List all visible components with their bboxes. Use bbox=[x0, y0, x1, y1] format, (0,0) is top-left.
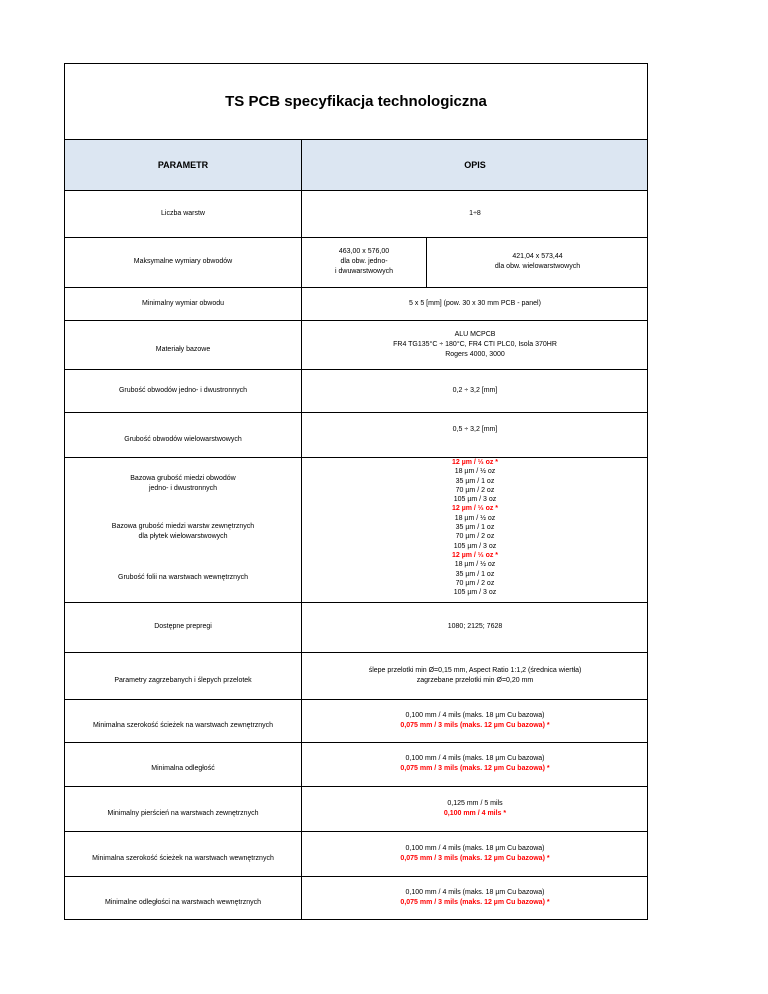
value-line: i dwuwarstwowych bbox=[335, 268, 393, 275]
value-line: FR4 TG135°C ÷ 180°C, FR4 CTI PLC0, Isola 370HR bbox=[393, 340, 557, 348]
copper-value: 35 µm / 1 oz bbox=[455, 524, 495, 532]
copper-value: 70 µm / 2 oz bbox=[455, 533, 495, 541]
header-opis: OPIS bbox=[464, 160, 486, 170]
table-header bbox=[65, 140, 647, 191]
value-text: 0,5 ÷ 3,2 [mm] bbox=[452, 425, 498, 433]
label-spacing-inner bbox=[65, 886, 301, 920]
label-layers bbox=[65, 191, 301, 237]
label-line: Bazowa grubość miedzi warstw zewnętrznych bbox=[111, 523, 255, 530]
value-min-dimension bbox=[302, 287, 648, 320]
label-min-dimension bbox=[65, 287, 301, 320]
value-spacing bbox=[302, 742, 648, 786]
label-text: Minimalny pierścień na warstwach zewnętrznych bbox=[107, 809, 259, 817]
label-text: Maksymalne wymiary obwodów bbox=[133, 258, 233, 265]
value-layers bbox=[302, 191, 648, 237]
label-text: Grubość obwodów jedno- i dwustronnych bbox=[118, 386, 247, 394]
copper-value-highlight: 12 µm / ⅓ oz * bbox=[451, 505, 499, 513]
label-prepregs bbox=[65, 602, 301, 652]
label-line: Bazowa grubość miedzi obwodów bbox=[130, 475, 236, 482]
label-spacing bbox=[65, 752, 301, 786]
label-materials bbox=[65, 330, 301, 369]
label-text: Liczba warstw bbox=[161, 210, 205, 217]
label-text: Minimalna odległość bbox=[151, 765, 215, 772]
value-line: dla obw. jedno- bbox=[340, 258, 388, 265]
copper-value: 105 µm / 3 oz bbox=[453, 496, 497, 504]
label-line: dla płytek wielowarstwowych bbox=[138, 533, 228, 540]
label-max-dimensions bbox=[65, 237, 301, 287]
copper-value: 70 µm / 2 oz bbox=[455, 579, 495, 587]
value-line: ślepe przelotki min Ø=0,15 mm, Aspect Ratio 1:1,2 (średnica wiertła) bbox=[368, 666, 582, 674]
value-line-highlight: 0,075 mm / 3 mils (maks. 12 µm Cu bazowa) * bbox=[400, 765, 550, 772]
label-text: Minimalne odległości na warstwach wewnętrznych bbox=[104, 899, 261, 906]
label-text: Minimalny wymiar obwodu bbox=[141, 299, 225, 307]
value-text: 1080; 2125; 7628 bbox=[447, 623, 503, 630]
value-line: 0,100 mm / 4 mils (maks. 18 µm Cu bazowa) bbox=[405, 755, 545, 762]
copper-value: 35 µm / 1 oz bbox=[455, 477, 495, 485]
value-line: dla obw. wielowarstwowych bbox=[494, 263, 581, 270]
copper-value: 18 µm / ½ oz bbox=[454, 468, 496, 476]
value-line: ALU MCPCB bbox=[454, 330, 496, 338]
label-text: Grubość folii na warstwach wewnętrznych bbox=[118, 574, 248, 581]
label-copper-base bbox=[65, 464, 301, 504]
label-thickness-multi bbox=[65, 422, 301, 457]
spec-table bbox=[64, 63, 648, 920]
value-trace-outer bbox=[302, 699, 648, 742]
value-line: 0,100 mm / 4 mils (maks. 18 µm Cu bazowa) bbox=[405, 844, 545, 852]
value-thickness-multi bbox=[302, 412, 648, 447]
value-line: Rogers 4000, 3000 bbox=[445, 350, 505, 358]
label-copper-inner bbox=[65, 558, 301, 598]
value-spacing-inner bbox=[302, 876, 648, 920]
label-line: jedno- i dwustronnych bbox=[148, 485, 218, 492]
value-prepregs bbox=[302, 602, 648, 652]
value-materials bbox=[302, 320, 648, 369]
value-text: 5 x 5 [mm] (pow. 30 x 30 mm PCB - panel) bbox=[409, 299, 541, 307]
value-text: 1÷8 bbox=[469, 210, 481, 217]
value-line-highlight: 0,100 mm / 4 mils * bbox=[443, 809, 507, 817]
value-line-highlight: 0,075 mm / 3 mils (maks. 12 µm Cu bazowa) * bbox=[400, 899, 550, 906]
value-trace-inner bbox=[302, 831, 648, 876]
value-line: 421,04 x 573,44 bbox=[512, 253, 563, 260]
value-line-highlight: 0,075 mm / 3 mils (maks. 12 µm Cu bazowa) * bbox=[400, 721, 550, 729]
value-max-dim-multi bbox=[427, 237, 648, 287]
label-text: Materiały bazowe bbox=[155, 345, 211, 353]
label-text: Dostępne prepregi bbox=[154, 623, 212, 630]
value-vias bbox=[302, 652, 648, 699]
value-max-dim-single bbox=[302, 237, 426, 287]
value-thickness-single bbox=[302, 369, 648, 412]
label-trace-inner bbox=[65, 841, 301, 876]
copper-value: 105 µm / 3 oz bbox=[453, 542, 497, 550]
copper-values-list bbox=[302, 458, 648, 597]
copper-value: 35 µm / 1 oz bbox=[455, 570, 495, 578]
page-title: TS PCB specyfikacja technologiczna bbox=[65, 64, 647, 140]
label-text: Parametry zagrzebanych i ślepych przelotek bbox=[114, 676, 252, 684]
copper-value-highlight: 12 µm / ⅓ oz * bbox=[451, 459, 499, 466]
label-text: Minimalna szerokość ścieżek na warstwach wewnętrznych bbox=[92, 854, 274, 862]
label-thickness-single bbox=[65, 369, 301, 412]
label-text: Minimalna szerokość ścieżek na warstwach zewnętrznych bbox=[92, 721, 274, 729]
value-text: 0,2 ÷ 3,2 [mm] bbox=[452, 386, 498, 394]
value-line: zagrzebane przelotki min Ø=0,20 mm bbox=[416, 676, 534, 684]
copper-value: 18 µm / ½ oz bbox=[454, 561, 496, 569]
value-line: 0,125 mm / 5 mils bbox=[447, 799, 503, 807]
label-vias bbox=[65, 662, 301, 699]
copper-value: 105 µm / 3 oz bbox=[453, 589, 497, 597]
header-parametr: PARAMETR bbox=[157, 160, 209, 170]
copper-value-highlight: 12 µm / ⅓ oz * bbox=[451, 551, 499, 559]
value-line: 0,100 mm / 4 mils (maks. 18 µm Cu bazowa) bbox=[405, 711, 545, 719]
value-line: 463,00 x 576,00 bbox=[338, 248, 390, 255]
value-annular-ring bbox=[302, 786, 648, 831]
label-trace-outer bbox=[65, 709, 301, 742]
label-text: Grubość obwodów wielowarstwowych bbox=[124, 435, 242, 443]
label-annular-ring bbox=[65, 796, 301, 831]
value-line-highlight: 0,075 mm / 3 mils (maks. 12 µm Cu bazowa) * bbox=[400, 854, 550, 862]
value-line: 0,100 mm / 4 mils (maks. 18 µm Cu bazowa) bbox=[405, 889, 545, 896]
copper-value: 18 µm / ½ oz bbox=[454, 514, 496, 522]
label-copper-outer bbox=[65, 512, 301, 552]
copper-value: 70 µm / 2 oz bbox=[455, 486, 495, 494]
